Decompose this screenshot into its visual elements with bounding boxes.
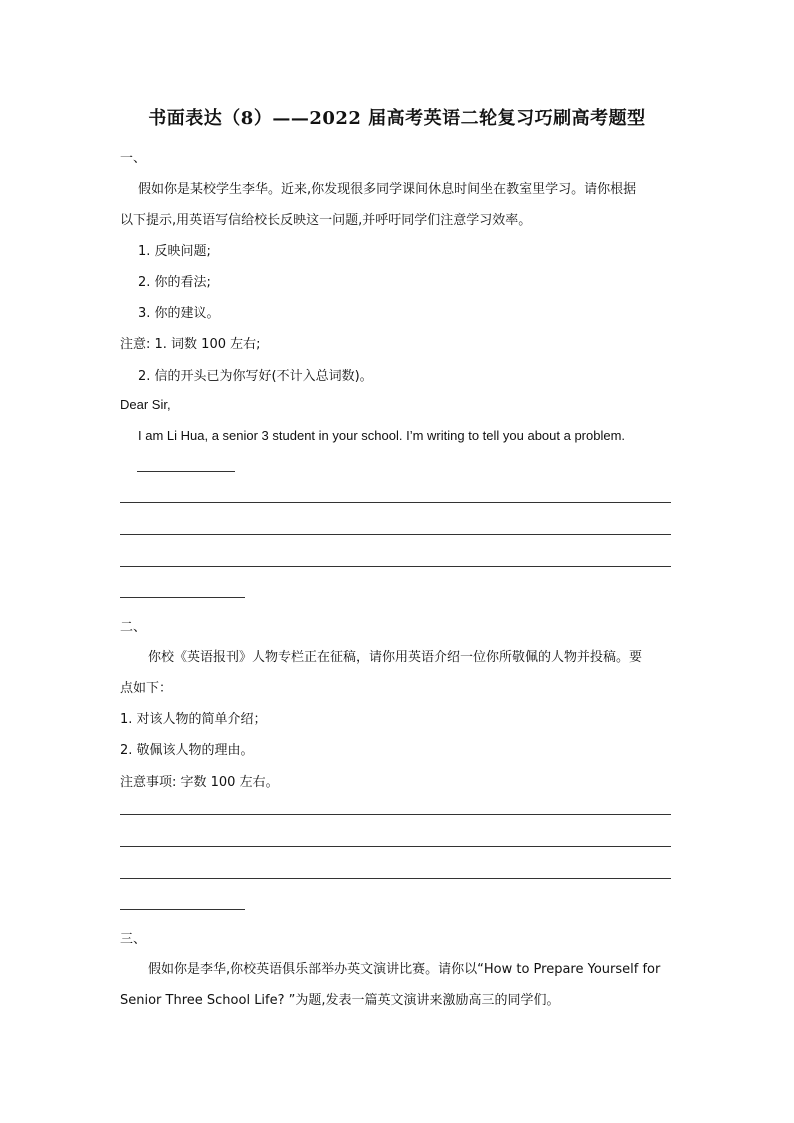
writing-line-short xyxy=(120,597,245,598)
section-1-note-line-2: 2. 信的开头已为你写好(不计入总词数)。 xyxy=(138,369,373,384)
section-1-point-2: 2. 你的看法; xyxy=(138,275,211,290)
writing-line xyxy=(120,534,671,535)
section-2-prompt-line-2: 点如下： xyxy=(120,681,173,696)
writing-blank-line xyxy=(137,471,235,472)
section-2-point-1: 1. 对该人物的简单介绍； xyxy=(120,712,267,727)
section-1-point-3: 3. 你的建议。 xyxy=(138,306,220,321)
section-1-note-line-1: 注意: 1. 词数 100 左右; xyxy=(120,337,261,352)
section-1-point-1: 1. 反映问题; xyxy=(138,244,211,259)
section-2-label: 二、 xyxy=(120,620,147,635)
page-title: 书面表达（8）——2022 届高考英语二轮复习巧刷高考题型 xyxy=(148,108,646,129)
section-2-note: 注意事项: 字数 100 左右。 xyxy=(120,775,279,790)
section-3-prompt-line-2: Senior Three School Life? ”为题,发表一篇英文演讲来激励高三的同学们。 xyxy=(120,993,560,1008)
writing-line xyxy=(120,502,671,503)
section-1-prompt-line-1: 假如你是某校学生李华。近来,你发现很多同学课间休息时间坐在教室里学习。请你根据 xyxy=(138,182,637,197)
writing-line xyxy=(120,878,671,879)
section-1-label: 一、 xyxy=(120,151,147,166)
writing-line xyxy=(120,814,671,815)
section-3-label: 三、 xyxy=(120,932,147,947)
section-3-prompt-line-1: 假如你是李华,你校英语俱乐部举办英文演讲比赛。请你以“How to Prepare Yourself for xyxy=(148,962,661,977)
writing-line-short xyxy=(120,909,245,910)
section-1-prompt-line-2: 以下提示,用英语写信给校长反映这一问题,并呼吁同学们注意学习效率。 xyxy=(120,213,532,228)
section-2-prompt-line-1: 你校《英语报刊》人物专栏正在征稿，请你用英语介绍一位你所敬佩的人物并投稿。要 xyxy=(148,650,643,665)
letter-greeting: Dear Sir, xyxy=(120,397,171,412)
letter-opening: I am Li Hua, a senior 3 student in your school. I’m writing to tell you about a problem. xyxy=(138,428,626,443)
writing-line xyxy=(120,566,671,567)
section-2-point-2: 2. 敬佩该人物的理由。 xyxy=(120,743,254,758)
writing-line xyxy=(120,846,671,847)
